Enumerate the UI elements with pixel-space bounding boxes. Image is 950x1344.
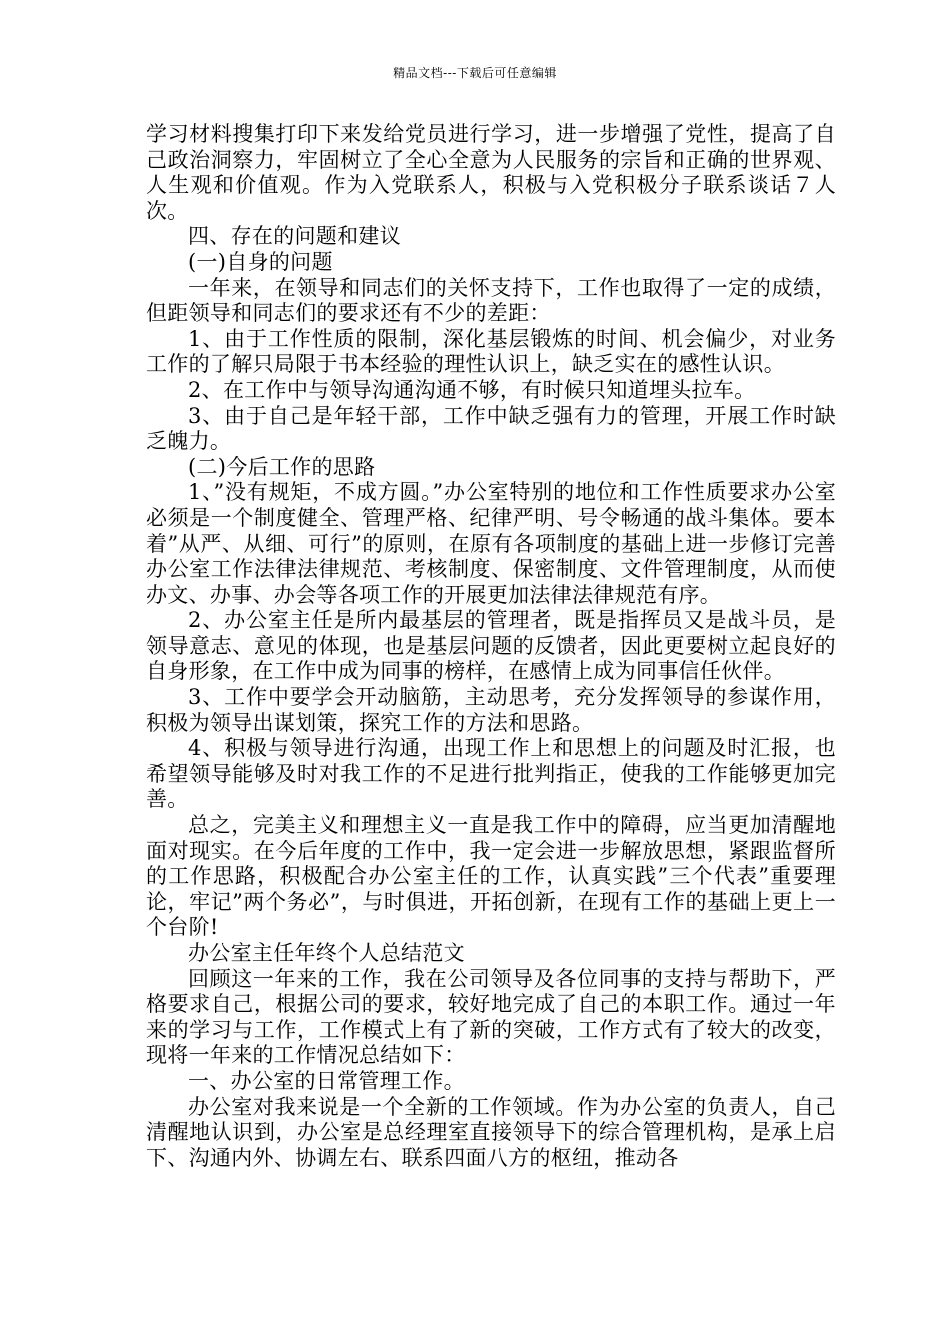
document-title: 办公室主任年终个人总结范文 [188, 941, 465, 965]
list-item: 1、由于工作性质的限制，深化基层锻炼的时间、机会偏少，对业务工作的了解只局限于书本经验的理性认识上，缺乏实在的感性认识。 [146, 326, 836, 377]
list-item: 3、由于自己是年轻干部，工作中缺乏强有力的管理，开展工作时缺乏魄力。 [146, 403, 836, 454]
header-note: 精品文档---下载后可任意编辑 [393, 66, 557, 80]
list-item: 2、办公室主任是所内最基层的管理者，既是指挥员又是战斗员，是领导意志、意见的体现，也是基层问题的反馈者，因此更要树立起良好的自身形象，在工作中成为同事的榜样，在感情上成为同事信任伙伴。 [146, 608, 836, 684]
paragraph: 办公室对我来说是一个全新的工作领域。作为办公室的负责人，自己清醒地认识到，办公室是总经理室直接领导下的综合管理机构，是承上启下、沟通内外、协调左右、联系四面八方的枢纽，推动各 [146, 1094, 836, 1170]
paragraph: 一年来，在领导和同志们的关怀支持下，工作也取得了一定的成绩，但距领导和同志们的要求还有不少的差距： [146, 275, 836, 326]
paragraph: 学习材料搜集打印下来发给党员进行学习，进一步增强了党性，提高了自己政治洞察力，牢固树立了全心全意为人民服务的宗旨和正确的世界观、人生观和价值观。作为入党联系人，积极与入党积极分子联系谈话７人次。 [146, 122, 836, 223]
section-heading: 一、办公室的日常管理工作。 [188, 1068, 465, 1093]
paragraph: 回顾这一年来的工作，我在公司领导及各位同事的支持与帮助下，严格要求自己，根据公司的要求，较好地完成了自己的本职工作。通过一年来的学习与工作，工作模式上有了新的突破，工作方式有了较大的改变，现将一年来的工作情况总结如下： [146, 966, 836, 1068]
list-item: 4、积极与领导进行沟通，出现工作上和思想上的问题及时汇报，也希望领导能够及时对我工作的不足进行批判指正，使我的工作能够更加完善。 [146, 736, 836, 812]
list-item: 1、”没有规矩，不成方圆。”办公室特别的地位和工作性质要求办公室必须是一个制度健全、管理严格、纪律严明、号令畅通的战斗集体。要本着”从严、从细、可行”的原则，在原有各项制度的基础上进一步修订完善办公室工作法律法律规范、考核制度、保密制度、文件管理制度，从而使办文、办事、办会等各项工作的开展更加法律法律规范有序。 [146, 480, 836, 607]
subsection-heading: (一)自身的问题 [188, 249, 333, 274]
body-text [146, 122, 836, 1171]
list-item: 2、在工作中与领导沟通沟通不够，有时候只知道埋头拉车。 [188, 377, 756, 402]
section-heading: 四、存在的问题和建议 [188, 224, 401, 249]
list-item: 3、工作中要学会开动脑筋，主动思考，充分发挥领导的参谋作用，积极为领导出谋划策，探究工作的方法和思路。 [146, 685, 836, 735]
paragraph: 总之，完美主义和理想主义一直是我工作中的障碍，应当更加清醒地面对现实。在今后年度的工作中，我一定会进一步解放思想，紧跟监督所的工作思路，积极配合办公室主任的工作，认真实践”三个代表”重要理论，牢记”两个务必”，与时俱进，开拓创新，在现有工作的基础上更上一个台阶! [146, 813, 836, 940]
subsection-heading: (二)今后工作的思路 [188, 454, 376, 479]
